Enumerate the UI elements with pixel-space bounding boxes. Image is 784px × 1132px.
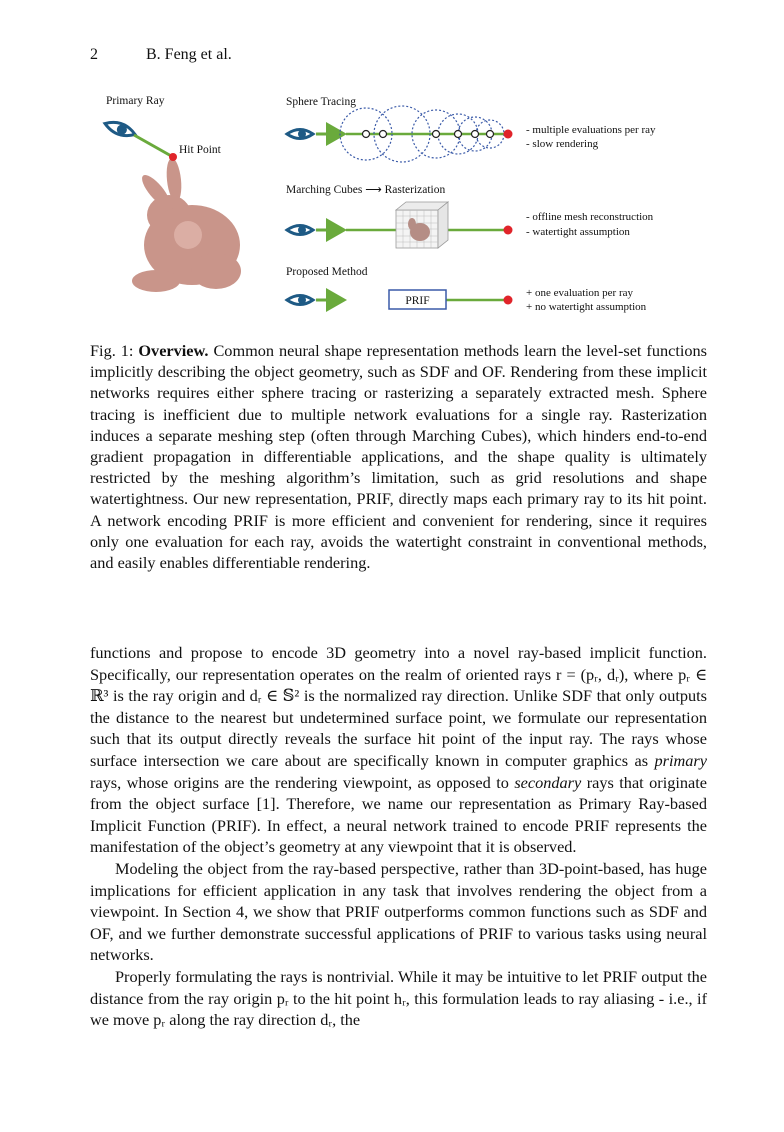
row-title-proposed-method: Proposed Method [286,266,368,278]
row-note: + one evaluation per ray [526,287,633,299]
page-number: 2 [90,46,98,63]
paragraph: functions and propose to encode 3D geometry into a novel ray-based implicit function. Specifically, our representation operates on the realm of oriented rays r = (pᵣ, dᵣ), where pᵣ ∈ ℝ³ is the ray origin and dᵣ ∈ 𝕊² is the normalized ray direction. Unlike SDF that only outputs the distance to the nearest but undetermined surface point, we formulate our representation such that its output directly reveals the surface hit point of the input ray. The rays whose surface intersection we care about are specifically known in computer graphics as primary rays, whose origins are the rendering viewpoint, as opposed to secondary rays that originate from the object surface [1]. Therefore, we name our representation as Primary Ray-based Implicit Function (PRIF). In effect, a neural network trained to encode PRIF represents the manifestation of the object’s geometry at any viewpoint that it is observed. [90,643,708,857]
paragraph: Modeling the object from the ray-based perspective, rather than 3D-point-based, has huge implications for efficient application in any task that involves rendering the object from a viewpoint. In Section 4, we show that PRIF outperforms common functions such as SDF and OF, and we further demonstrate successful applications of PRIF to various tasks using neural networks. [90,858,707,965]
primary-ray-line [134,135,173,157]
hit-point-label: Hit Point [179,144,221,156]
caption-label: Fig. 1: [90,341,134,360]
figure-caption [90,340,707,573]
running-header [90,46,232,64]
row-note: - offline mesh reconstruction [526,211,654,223]
hit-point-dot [504,296,513,305]
row-title-marching-cubes: Marching Cubes ⟶ Rasterization [286,184,446,196]
emphasis: primary [654,750,707,770]
hit-point-dot [169,153,177,161]
hit-point-dot [504,226,513,235]
row-note: - multiple evaluations per ray [526,124,656,136]
caption-text: Common neural shape representation methods learn the level-set functions implicitly describing the object geometry, such as SDF and OF. Rendering from these implicit networks requires either sphere tracing or rasterizing a separately extracted mesh. Sphere tracing is inefficient due to multiple network evaluations for a single ray. Rasterization induces a separate meshing step (often through Marching Cubes), which hinders end-to-end gradient propagation in differentiable applications, and the shape quality is ultimately restricted by the meshing algorithm’s limitation, such as grid resolutions and shape watertightness. Our new representation, PRIF, directly maps each primary ray to its hit point. A network encoding PRIF is more efficient and convenient for rendering, since it requires only one evaluation for each ray, avoids the watertight constraint in conventional methods, and easily enables differentiable rendering. [90,341,708,573]
author-line: B. Feng et al. [146,46,232,63]
row-note: - slow rendering [526,138,599,150]
row-note: + no watertight assumption [526,301,647,313]
hit-point-dot [504,130,513,139]
eye-icon [287,226,313,235]
paragraph: Properly formulating the rays is nontrivial. While it may be intuitive to let PRIF output the distance from the ray origin pᵣ to the hit point hᵣ, this formulation leads to ray aliasing - i.e., if we move pᵣ along the ray direction dᵣ, the [90,966,707,1030]
voxel-grid-icon [396,202,448,248]
row-note: - watertight assumption [526,226,630,238]
bunny-icon [132,157,241,292]
body-text [90,642,707,1031]
prif-box-label: PRIF [405,295,430,307]
eye-icon [287,130,313,139]
overview-figure [90,85,710,325]
eye-icon [103,118,137,139]
caption-title: Overview. [138,341,209,360]
figure-diagram [90,85,710,325]
primary-ray-label: Primary Ray [106,95,165,107]
inline-math: r = (pᵣ, dᵣ), where pᵣ ∈ ℝ³ is the ray origin and dᵣ ∈ 𝕊² is the normalized [90,664,707,706]
row-title-sphere-tracing: Sphere Tracing [286,96,356,108]
eye-icon [287,296,313,305]
emphasis: secondary [514,772,582,792]
